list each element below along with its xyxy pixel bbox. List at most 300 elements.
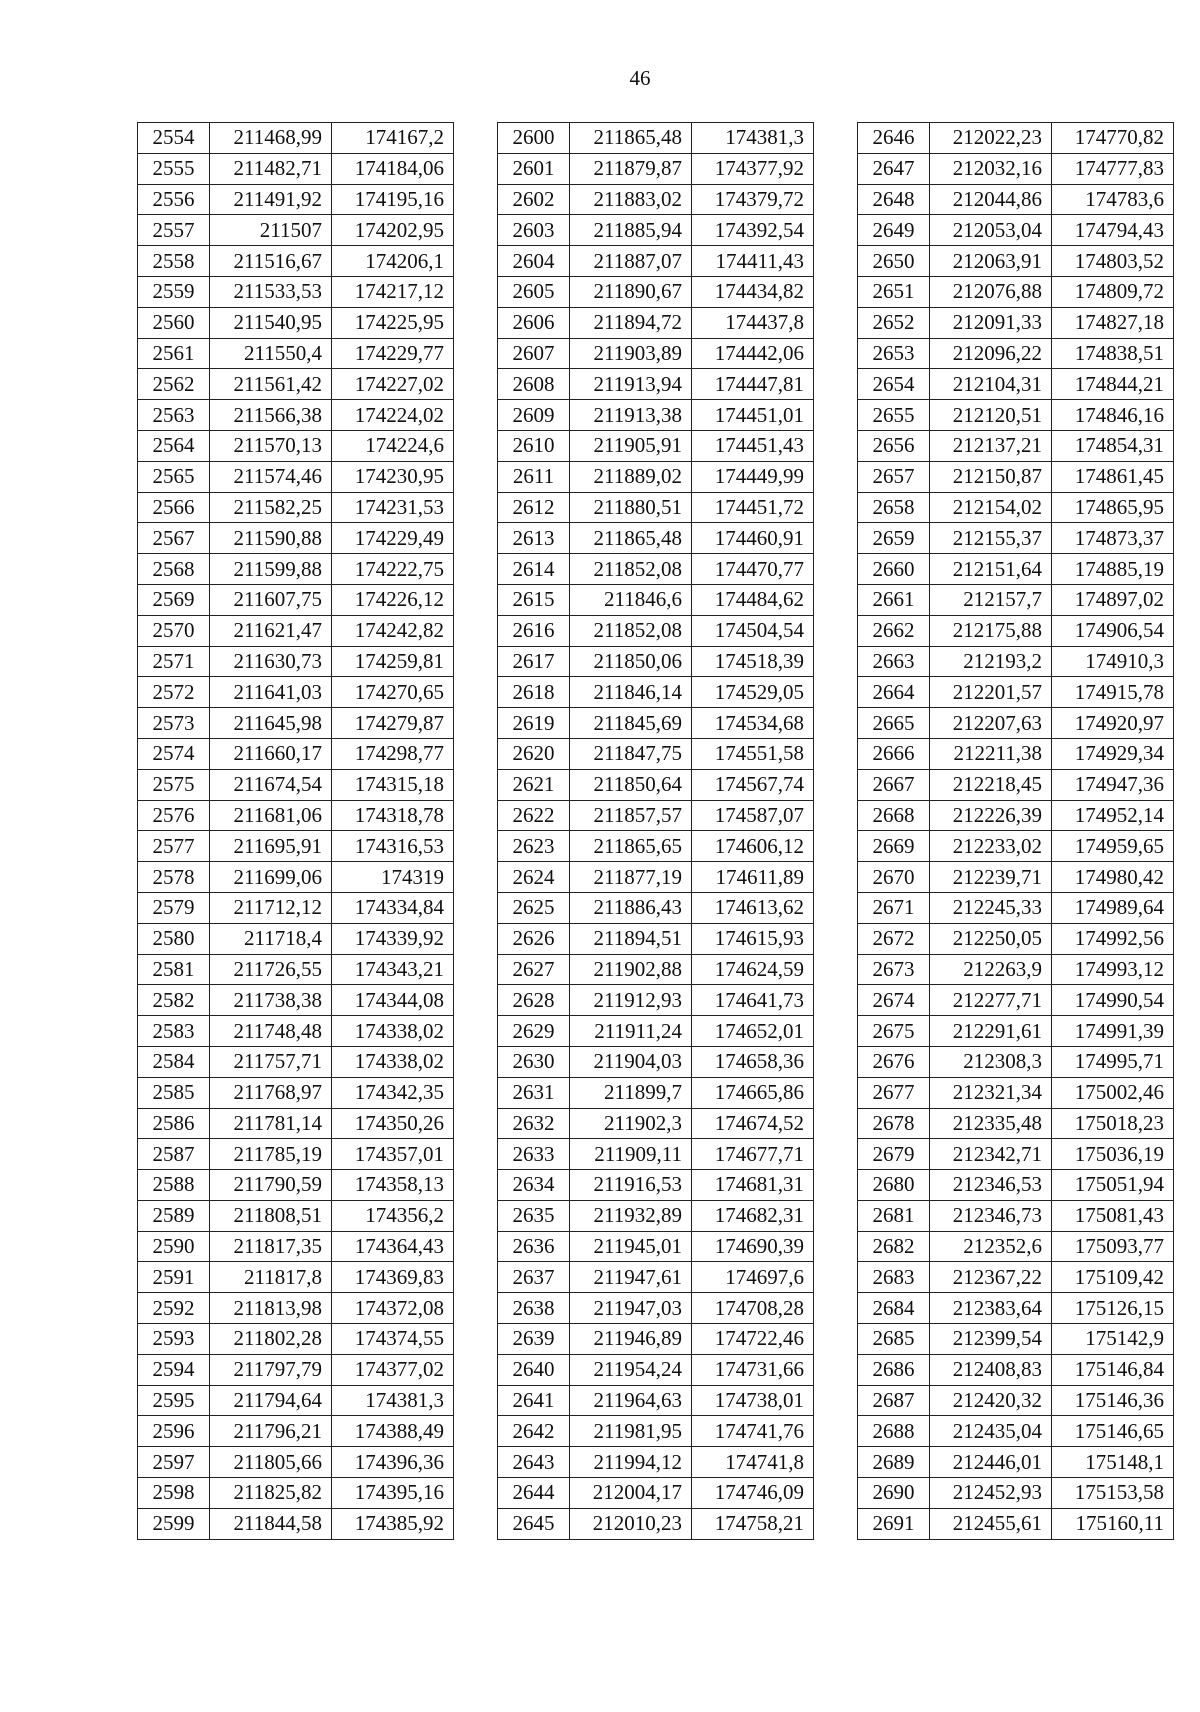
- table-row: [498, 769, 814, 800]
- y-coordinate-cell: 174794,43: [1052, 215, 1174, 246]
- point-number-cell: 2691: [858, 1508, 930, 1539]
- y-coordinate-cell: 174990,54: [1052, 985, 1174, 1016]
- x-coordinate-cell: 211911,24: [570, 1016, 692, 1047]
- table-row: [858, 708, 1174, 739]
- table-row: [498, 1139, 814, 1170]
- y-coordinate-cell: 174980,42: [1052, 862, 1174, 893]
- y-coordinate-cell: 174315,18: [332, 769, 454, 800]
- y-coordinate-cell: 174518,39: [692, 646, 814, 677]
- y-coordinate-cell: 174339,92: [332, 923, 454, 954]
- point-number-cell: 2611: [498, 461, 570, 492]
- x-coordinate-cell: 211790,59: [210, 1170, 332, 1201]
- point-number-cell: 2561: [138, 338, 210, 369]
- x-coordinate-cell: 211599,88: [210, 554, 332, 585]
- table-row: [138, 1478, 454, 1509]
- x-coordinate-cell: 211886,43: [570, 892, 692, 923]
- table-row: [498, 1478, 814, 1509]
- table-row: [138, 215, 454, 246]
- x-coordinate-cell: 212207,63: [930, 708, 1052, 739]
- x-coordinate-cell: 212435,04: [930, 1416, 1052, 1447]
- x-coordinate-cell: 211550,4: [210, 338, 332, 369]
- x-coordinate-cell: 211903,89: [570, 338, 692, 369]
- y-coordinate-cell: 174534,68: [692, 708, 814, 739]
- y-coordinate-cell: 174783,6: [1052, 184, 1174, 215]
- table-row: [138, 923, 454, 954]
- y-coordinate-cell: 174803,52: [1052, 246, 1174, 277]
- point-number-cell: 2625: [498, 892, 570, 923]
- table-row: [138, 584, 454, 615]
- point-number-cell: 2563: [138, 400, 210, 431]
- y-coordinate-cell: 174229,49: [332, 523, 454, 554]
- y-coordinate-cell: 174195,16: [332, 184, 454, 215]
- x-coordinate-cell: 211947,61: [570, 1262, 692, 1293]
- coordinates-table-2: [497, 122, 814, 1540]
- x-coordinate-cell: 212367,22: [930, 1262, 1052, 1293]
- x-coordinate-cell: 211621,47: [210, 615, 332, 646]
- x-coordinate-cell: 211850,64: [570, 769, 692, 800]
- table-row: [858, 646, 1174, 677]
- y-coordinate-cell: 174449,99: [692, 461, 814, 492]
- x-coordinate-cell: 212175,88: [930, 615, 1052, 646]
- table-row: [498, 400, 814, 431]
- point-number-cell: 2630: [498, 1046, 570, 1077]
- x-coordinate-cell: 212420,32: [930, 1385, 1052, 1416]
- y-coordinate-cell: 174242,82: [332, 615, 454, 646]
- x-coordinate-cell: 211890,67: [570, 276, 692, 307]
- y-coordinate-cell: 174395,16: [332, 1478, 454, 1509]
- x-coordinate-cell: 211846,14: [570, 677, 692, 708]
- table-row: [858, 461, 1174, 492]
- table-row: [858, 1077, 1174, 1108]
- y-coordinate-cell: 174613,62: [692, 892, 814, 923]
- table-row: [498, 800, 814, 831]
- point-number-cell: 2599: [138, 1508, 210, 1539]
- point-number-cell: 2655: [858, 400, 930, 431]
- point-number-cell: 2653: [858, 338, 930, 369]
- x-coordinate-cell: 211805,66: [210, 1447, 332, 1478]
- x-coordinate-cell: 211468,99: [210, 123, 332, 154]
- y-coordinate-cell: 174229,77: [332, 338, 454, 369]
- y-coordinate-cell: 174910,3: [1052, 646, 1174, 677]
- y-coordinate-cell: 174319: [332, 862, 454, 893]
- y-coordinate-cell: 174731,66: [692, 1354, 814, 1385]
- x-coordinate-cell: 211574,46: [210, 461, 332, 492]
- x-coordinate-cell: 211845,69: [570, 708, 692, 739]
- y-coordinate-cell: 174184,06: [332, 153, 454, 184]
- x-coordinate-cell: 211877,19: [570, 862, 692, 893]
- y-coordinate-cell: 174758,21: [692, 1508, 814, 1539]
- y-coordinate-cell: 174202,95: [332, 215, 454, 246]
- y-coordinate-cell: 174396,36: [332, 1447, 454, 1478]
- point-number-cell: 2668: [858, 800, 930, 831]
- point-number-cell: 2679: [858, 1139, 930, 1170]
- x-coordinate-cell: 211879,87: [570, 153, 692, 184]
- table-row: [858, 1293, 1174, 1324]
- point-number-cell: 2662: [858, 615, 930, 646]
- table-row: [498, 738, 814, 769]
- table-row: [138, 430, 454, 461]
- y-coordinate-cell: 174451,72: [692, 492, 814, 523]
- x-coordinate-cell: 212032,16: [930, 153, 1052, 184]
- x-coordinate-cell: 212022,23: [930, 123, 1052, 154]
- y-coordinate-cell: 174690,39: [692, 1231, 814, 1262]
- y-coordinate-cell: 174652,01: [692, 1016, 814, 1047]
- x-coordinate-cell: 211797,79: [210, 1354, 332, 1385]
- point-number-cell: 2564: [138, 430, 210, 461]
- x-coordinate-cell: 211994,12: [570, 1447, 692, 1478]
- point-number-cell: 2585: [138, 1077, 210, 1108]
- x-coordinate-cell: 211932,89: [570, 1200, 692, 1231]
- x-coordinate-cell: 211880,51: [570, 492, 692, 523]
- table-row: [858, 923, 1174, 954]
- x-coordinate-cell: 211902,3: [570, 1108, 692, 1139]
- table-row: [858, 554, 1174, 585]
- table-row: [138, 1046, 454, 1077]
- point-number-cell: 2633: [498, 1139, 570, 1170]
- table-row: [138, 1231, 454, 1262]
- y-coordinate-cell: 174259,81: [332, 646, 454, 677]
- table-row: [498, 923, 814, 954]
- x-coordinate-cell: 211902,88: [570, 954, 692, 985]
- x-coordinate-cell: 211885,94: [570, 215, 692, 246]
- point-number-cell: 2589: [138, 1200, 210, 1231]
- point-number-cell: 2579: [138, 892, 210, 923]
- table-row: [858, 1231, 1174, 1262]
- table-row: [498, 1170, 814, 1201]
- table-row: [138, 1108, 454, 1139]
- x-coordinate-cell: 211566,38: [210, 400, 332, 431]
- y-coordinate-cell: 174447,81: [692, 369, 814, 400]
- y-coordinate-cell: 174567,74: [692, 769, 814, 800]
- x-coordinate-cell: 212277,71: [930, 985, 1052, 1016]
- table-row: [138, 1447, 454, 1478]
- y-coordinate-cell: 174379,72: [692, 184, 814, 215]
- x-coordinate-cell: 212053,04: [930, 215, 1052, 246]
- y-coordinate-cell: 174298,77: [332, 738, 454, 769]
- y-coordinate-cell: 174809,72: [1052, 276, 1174, 307]
- table-row: [498, 1108, 814, 1139]
- point-number-cell: 2596: [138, 1416, 210, 1447]
- x-coordinate-cell: 211748,48: [210, 1016, 332, 1047]
- x-coordinate-cell: 212245,33: [930, 892, 1052, 923]
- y-coordinate-cell: 174227,02: [332, 369, 454, 400]
- table-row: [498, 430, 814, 461]
- table-row: [498, 584, 814, 615]
- x-coordinate-cell: 211507: [210, 215, 332, 246]
- y-coordinate-cell: 174217,12: [332, 276, 454, 307]
- y-coordinate-cell: 174741,8: [692, 1447, 814, 1478]
- x-coordinate-cell: 212120,51: [930, 400, 1052, 431]
- y-coordinate-cell: 174551,58: [692, 738, 814, 769]
- table-row: [858, 677, 1174, 708]
- y-coordinate-cell: 174372,08: [332, 1293, 454, 1324]
- x-coordinate-cell: 211889,02: [570, 461, 692, 492]
- y-coordinate-cell: 174529,05: [692, 677, 814, 708]
- y-coordinate-cell: 174343,21: [332, 954, 454, 985]
- x-coordinate-cell: 212452,93: [930, 1478, 1052, 1509]
- x-coordinate-cell: 211540,95: [210, 307, 332, 338]
- table-row: [498, 1324, 814, 1355]
- point-number-cell: 2651: [858, 276, 930, 307]
- table-row: [138, 677, 454, 708]
- table-row: [138, 615, 454, 646]
- y-coordinate-cell: 174995,71: [1052, 1046, 1174, 1077]
- x-coordinate-cell: 211802,28: [210, 1324, 332, 1355]
- x-coordinate-cell: 211699,06: [210, 862, 332, 893]
- point-number-cell: 2629: [498, 1016, 570, 1047]
- y-coordinate-cell: 174231,53: [332, 492, 454, 523]
- point-number-cell: 2573: [138, 708, 210, 739]
- x-coordinate-cell: 211712,12: [210, 892, 332, 923]
- point-number-cell: 2660: [858, 554, 930, 585]
- table-row: [138, 1262, 454, 1293]
- y-coordinate-cell: 174442,06: [692, 338, 814, 369]
- y-coordinate-cell: 175126,15: [1052, 1293, 1174, 1324]
- point-number-cell: 2581: [138, 954, 210, 985]
- point-number-cell: 2578: [138, 862, 210, 893]
- x-coordinate-cell: 212211,38: [930, 738, 1052, 769]
- x-coordinate-cell: 211582,25: [210, 492, 332, 523]
- point-number-cell: 2636: [498, 1231, 570, 1262]
- y-coordinate-cell: 175146,36: [1052, 1385, 1174, 1416]
- table-row: [498, 831, 814, 862]
- point-number-cell: 2597: [138, 1447, 210, 1478]
- table-row: [138, 1508, 454, 1539]
- y-coordinate-cell: 174873,37: [1052, 523, 1174, 554]
- y-coordinate-cell: 175081,43: [1052, 1200, 1174, 1231]
- point-number-cell: 2571: [138, 646, 210, 677]
- y-coordinate-cell: 174451,01: [692, 400, 814, 431]
- point-number-cell: 2675: [858, 1016, 930, 1047]
- x-coordinate-cell: 212151,64: [930, 554, 1052, 585]
- table-row: [138, 369, 454, 400]
- point-number-cell: 2648: [858, 184, 930, 215]
- y-coordinate-cell: 174270,65: [332, 677, 454, 708]
- point-number-cell: 2565: [138, 461, 210, 492]
- point-number-cell: 2615: [498, 584, 570, 615]
- point-number-cell: 2570: [138, 615, 210, 646]
- table-row: [498, 307, 814, 338]
- y-coordinate-cell: 175002,46: [1052, 1077, 1174, 1108]
- y-coordinate-cell: 174392,54: [692, 215, 814, 246]
- point-number-cell: 2572: [138, 677, 210, 708]
- point-number-cell: 2681: [858, 1200, 930, 1231]
- table-row: [858, 1416, 1174, 1447]
- point-number-cell: 2562: [138, 369, 210, 400]
- point-number-cell: 2631: [498, 1077, 570, 1108]
- y-coordinate-cell: 174722,46: [692, 1324, 814, 1355]
- x-coordinate-cell: 211946,89: [570, 1324, 692, 1355]
- point-number-cell: 2620: [498, 738, 570, 769]
- y-coordinate-cell: 174682,31: [692, 1200, 814, 1231]
- table-row: [138, 831, 454, 862]
- x-coordinate-cell: 211590,88: [210, 523, 332, 554]
- x-coordinate-cell: 212091,33: [930, 307, 1052, 338]
- y-coordinate-cell: 174674,52: [692, 1108, 814, 1139]
- x-coordinate-cell: 211813,98: [210, 1293, 332, 1324]
- point-number-cell: 2656: [858, 430, 930, 461]
- point-number-cell: 2687: [858, 1385, 930, 1416]
- y-coordinate-cell: 175148,1: [1052, 1447, 1174, 1478]
- point-number-cell: 2609: [498, 400, 570, 431]
- y-coordinate-cell: 174318,78: [332, 800, 454, 831]
- point-number-cell: 2664: [858, 677, 930, 708]
- y-coordinate-cell: 174587,07: [692, 800, 814, 831]
- y-coordinate-cell: 175018,23: [1052, 1108, 1174, 1139]
- point-number-cell: 2639: [498, 1324, 570, 1355]
- x-coordinate-cell: 211681,06: [210, 800, 332, 831]
- point-number-cell: 2623: [498, 831, 570, 862]
- x-coordinate-cell: 212250,05: [930, 923, 1052, 954]
- table-row: [138, 1416, 454, 1447]
- y-coordinate-cell: 174344,08: [332, 985, 454, 1016]
- table-row: [138, 153, 454, 184]
- y-coordinate-cell: 174885,19: [1052, 554, 1174, 585]
- x-coordinate-cell: 211905,91: [570, 430, 692, 461]
- table-row: [858, 400, 1174, 431]
- x-coordinate-cell: 212201,57: [930, 677, 1052, 708]
- point-number-cell: 2676: [858, 1046, 930, 1077]
- table-row: [858, 892, 1174, 923]
- x-coordinate-cell: 211674,54: [210, 769, 332, 800]
- y-coordinate-cell: 175153,58: [1052, 1478, 1174, 1509]
- x-coordinate-cell: 211913,38: [570, 400, 692, 431]
- table-row: [498, 1046, 814, 1077]
- point-number-cell: 2602: [498, 184, 570, 215]
- x-coordinate-cell: 211796,21: [210, 1416, 332, 1447]
- table-row: [858, 492, 1174, 523]
- table-row: [498, 1016, 814, 1047]
- table-row: [138, 769, 454, 800]
- table-row: [138, 646, 454, 677]
- y-coordinate-cell: 174741,76: [692, 1416, 814, 1447]
- point-number-cell: 2635: [498, 1200, 570, 1231]
- y-coordinate-cell: 174641,73: [692, 985, 814, 1016]
- point-number-cell: 2661: [858, 584, 930, 615]
- x-coordinate-cell: 211865,48: [570, 123, 692, 154]
- point-number-cell: 2667: [858, 769, 930, 800]
- y-coordinate-cell: 174615,93: [692, 923, 814, 954]
- y-coordinate-cell: 174411,43: [692, 246, 814, 277]
- point-number-cell: 2619: [498, 708, 570, 739]
- point-number-cell: 2612: [498, 492, 570, 523]
- y-coordinate-cell: 174624,59: [692, 954, 814, 985]
- point-number-cell: 2616: [498, 615, 570, 646]
- x-coordinate-cell: 211945,01: [570, 1231, 692, 1262]
- point-number-cell: 2643: [498, 1447, 570, 1478]
- y-coordinate-cell: 174991,39: [1052, 1016, 1174, 1047]
- point-number-cell: 2650: [858, 246, 930, 277]
- y-coordinate-cell: 174334,84: [332, 892, 454, 923]
- x-coordinate-cell: 211912,93: [570, 985, 692, 1016]
- point-number-cell: 2637: [498, 1262, 570, 1293]
- table-row: [498, 985, 814, 1016]
- table-row: [858, 1447, 1174, 1478]
- x-coordinate-cell: 211630,73: [210, 646, 332, 677]
- x-coordinate-cell: 212233,02: [930, 831, 1052, 862]
- table-row: [138, 985, 454, 1016]
- y-coordinate-cell: 174897,02: [1052, 584, 1174, 615]
- point-number-cell: 2560: [138, 307, 210, 338]
- y-coordinate-cell: 175146,65: [1052, 1416, 1174, 1447]
- y-coordinate-cell: 174377,92: [692, 153, 814, 184]
- x-coordinate-cell: 211718,4: [210, 923, 332, 954]
- x-coordinate-cell: 212155,37: [930, 523, 1052, 554]
- point-number-cell: 2627: [498, 954, 570, 985]
- table-row: [858, 738, 1174, 769]
- x-coordinate-cell: 212157,7: [930, 584, 1052, 615]
- x-coordinate-cell: 212352,6: [930, 1231, 1052, 1262]
- x-coordinate-cell: 211887,07: [570, 246, 692, 277]
- y-coordinate-cell: 174279,87: [332, 708, 454, 739]
- y-coordinate-cell: 174338,02: [332, 1046, 454, 1077]
- table-row: [138, 800, 454, 831]
- point-number-cell: 2569: [138, 584, 210, 615]
- table-row: [498, 369, 814, 400]
- x-coordinate-cell: 211825,82: [210, 1478, 332, 1509]
- point-number-cell: 2638: [498, 1293, 570, 1324]
- x-coordinate-cell: 211757,71: [210, 1046, 332, 1077]
- point-number-cell: 2618: [498, 677, 570, 708]
- point-number-cell: 2666: [858, 738, 930, 769]
- point-number-cell: 2659: [858, 523, 930, 554]
- table-row: [498, 1231, 814, 1262]
- y-coordinate-cell: 174224,6: [332, 430, 454, 461]
- y-coordinate-cell: 174992,56: [1052, 923, 1174, 954]
- y-coordinate-cell: 174484,62: [692, 584, 814, 615]
- x-coordinate-cell: 211645,98: [210, 708, 332, 739]
- point-number-cell: 2646: [858, 123, 930, 154]
- table-row: [138, 738, 454, 769]
- point-number-cell: 2598: [138, 1478, 210, 1509]
- x-coordinate-cell: 211695,91: [210, 831, 332, 862]
- point-number-cell: 2622: [498, 800, 570, 831]
- x-coordinate-cell: 211865,48: [570, 523, 692, 554]
- table-row: [138, 1016, 454, 1047]
- y-coordinate-cell: 174470,77: [692, 554, 814, 585]
- table-row: [858, 584, 1174, 615]
- y-coordinate-cell: 174611,89: [692, 862, 814, 893]
- point-number-cell: 2603: [498, 215, 570, 246]
- point-number-cell: 2601: [498, 153, 570, 184]
- x-coordinate-cell: 211482,71: [210, 153, 332, 184]
- y-coordinate-cell: 174358,13: [332, 1170, 454, 1201]
- table-row: [498, 646, 814, 677]
- coordinates-table-1: [137, 122, 454, 1540]
- point-number-cell: 2568: [138, 554, 210, 585]
- y-coordinate-cell: 175142,9: [1052, 1324, 1174, 1355]
- table-row: [498, 954, 814, 985]
- table-row: [858, 1354, 1174, 1385]
- x-coordinate-cell: 212342,71: [930, 1139, 1052, 1170]
- y-coordinate-cell: 174381,3: [692, 123, 814, 154]
- point-number-cell: 2604: [498, 246, 570, 277]
- table-row: [138, 461, 454, 492]
- point-number-cell: 2683: [858, 1262, 930, 1293]
- x-coordinate-cell: 212455,61: [930, 1508, 1052, 1539]
- x-coordinate-cell: 211913,94: [570, 369, 692, 400]
- point-number-cell: 2658: [858, 492, 930, 523]
- table-row: [498, 1077, 814, 1108]
- point-number-cell: 2642: [498, 1416, 570, 1447]
- y-coordinate-cell: 174434,82: [692, 276, 814, 307]
- y-coordinate-cell: 174356,2: [332, 1200, 454, 1231]
- y-coordinate-cell: 174844,21: [1052, 369, 1174, 400]
- y-coordinate-cell: 174381,3: [332, 1385, 454, 1416]
- x-coordinate-cell: 211883,02: [570, 184, 692, 215]
- table-row: [498, 1293, 814, 1324]
- y-coordinate-cell: 174854,31: [1052, 430, 1174, 461]
